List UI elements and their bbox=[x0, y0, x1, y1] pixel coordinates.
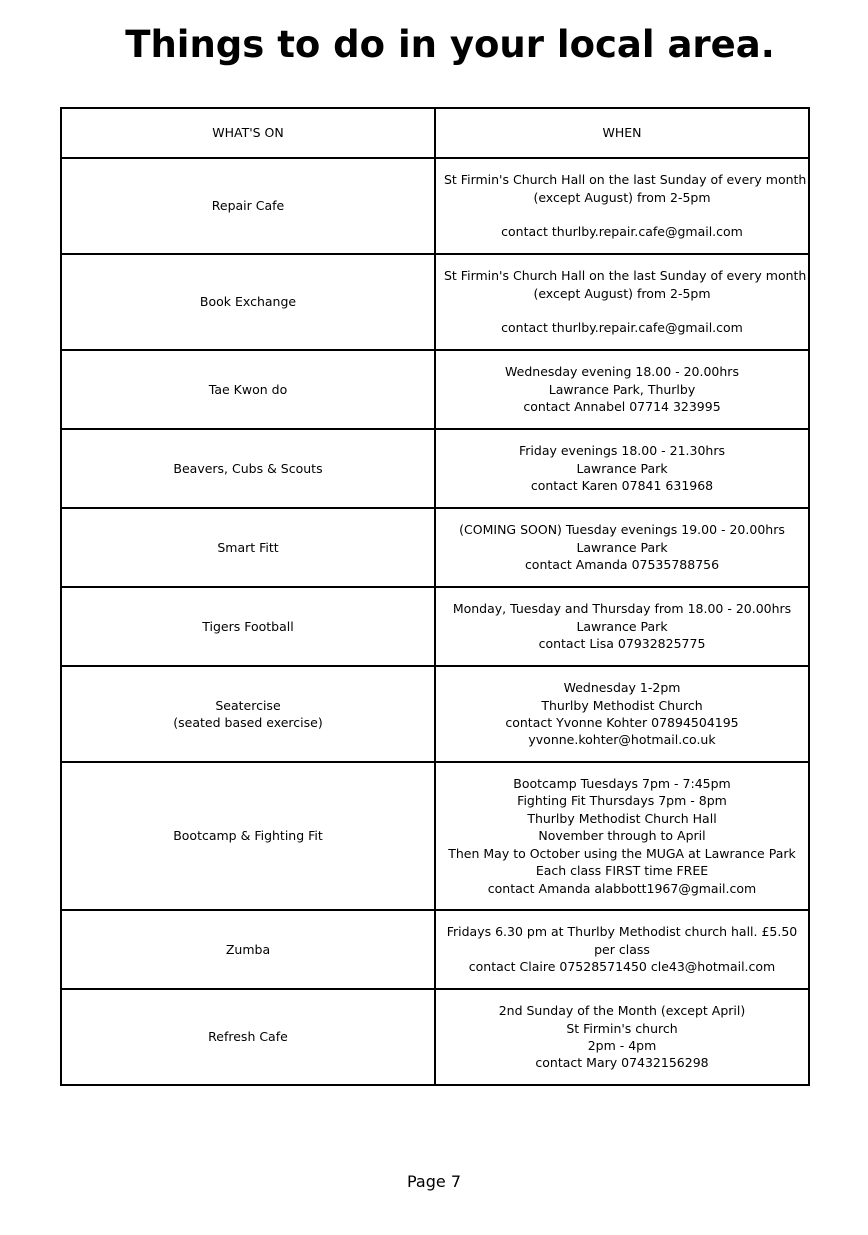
schedule-line: Each class FIRST time FREE bbox=[535, 863, 709, 879]
contact-line: yvonne.kohter@hotmail.co.uk bbox=[528, 732, 716, 748]
whats-on-cell bbox=[61, 429, 435, 508]
page-title: Things to do in your local area. bbox=[125, 23, 775, 66]
table-row bbox=[61, 350, 809, 429]
activity-name: Beavers, Cubs & Scouts bbox=[173, 460, 323, 476]
schedule-line: Thurlby Methodist Church bbox=[541, 697, 703, 713]
contact-line: contact Claire 07528571450 cle43@hotmail.com bbox=[468, 959, 776, 975]
when-cell bbox=[435, 254, 809, 350]
schedule-line: (except August) from 2-5pm bbox=[533, 285, 711, 301]
table-row bbox=[61, 158, 809, 254]
schedule-line: (COMING SOON) Tuesday evenings 19.00 - 20.00hrs bbox=[459, 522, 785, 538]
schedule-line: Lawrance Park, Thurlby bbox=[548, 381, 696, 397]
whats-on-cell bbox=[61, 989, 435, 1085]
activity-name: Tigers Football bbox=[202, 618, 294, 634]
whats-on-cell bbox=[61, 158, 435, 254]
contact-line: contact Lisa 07932825775 bbox=[538, 636, 706, 652]
schedule-line: Wednesday evening 18.00 - 20.00hrs bbox=[505, 364, 739, 380]
table-row bbox=[61, 989, 809, 1085]
schedule-line: Thurlby Methodist Church Hall bbox=[527, 810, 717, 826]
contact-line: contact Yvonne Kohter 07894504195 bbox=[505, 715, 739, 730]
when-cell bbox=[435, 587, 809, 666]
whats-on-cell bbox=[61, 254, 435, 350]
table-row bbox=[61, 508, 809, 587]
when-cell bbox=[435, 158, 809, 254]
table-row bbox=[61, 666, 809, 762]
events-table bbox=[60, 107, 810, 1086]
schedule-spacer bbox=[444, 206, 800, 223]
when-cell bbox=[435, 429, 809, 508]
schedule-line: St Firmin's Church Hall on the last Sunday of every month bbox=[444, 172, 807, 188]
whats-on-cell bbox=[61, 508, 435, 587]
activity-name: Refresh Cafe bbox=[208, 1029, 288, 1045]
when-cell bbox=[435, 910, 809, 989]
schedule-line: Fighting Fit Thursdays 7pm - 8pm bbox=[517, 793, 727, 809]
schedule-line: November through to April bbox=[538, 828, 706, 844]
activity-name: Repair Cafe bbox=[211, 198, 285, 214]
schedule-line: (except August) from 2-5pm bbox=[533, 189, 711, 205]
schedule-line: Monday, Tuesday and Thursday from 18.00 - 20.00hrs bbox=[452, 601, 792, 617]
header-when: WHEN bbox=[435, 108, 809, 158]
schedule-line: St Firmin's church bbox=[566, 1020, 678, 1036]
schedule-line: Bootcamp Tuesdays 7pm - 7:45pm bbox=[513, 776, 731, 792]
table-row bbox=[61, 429, 809, 508]
contact-line: contact Amanda 07535788756 bbox=[524, 557, 720, 573]
whats-on-cell bbox=[61, 666, 435, 762]
schedule-line: Lawrance Park bbox=[576, 618, 668, 634]
contact-line: contact Annabel 07714 323995 bbox=[523, 399, 721, 415]
whats-on-cell bbox=[61, 910, 435, 989]
when-cell bbox=[435, 762, 809, 910]
activity-name: Zumba bbox=[225, 941, 271, 957]
contact-line: contact Amanda alabbott1967@gmail.com bbox=[487, 880, 757, 896]
table-header-row bbox=[61, 108, 809, 158]
schedule-line: Lawrance Park bbox=[576, 539, 668, 555]
whats-on-cell bbox=[61, 762, 435, 910]
schedule-line: Lawrance Park bbox=[576, 460, 668, 476]
schedule-line: Friday evenings 18.00 - 21.30hrs bbox=[519, 443, 725, 459]
schedule-line: 2pm - 4pm bbox=[587, 1038, 657, 1053]
when-cell bbox=[435, 666, 809, 762]
when-cell bbox=[435, 350, 809, 429]
whats-on-cell bbox=[61, 587, 435, 666]
contact-line: contact thurlby.repair.cafe@gmail.com bbox=[501, 320, 743, 336]
table-row bbox=[61, 587, 809, 666]
contact-line: contact thurlby.repair.cafe@gmail.com bbox=[501, 224, 743, 240]
activity-name: Bootcamp & Fighting Fit bbox=[173, 828, 323, 844]
table-row bbox=[61, 762, 809, 910]
schedule-line: per class bbox=[594, 941, 650, 957]
when-cell bbox=[435, 989, 809, 1085]
table-row bbox=[61, 910, 809, 989]
table-body bbox=[61, 158, 809, 1085]
header-whats-on: WHAT'S ON bbox=[61, 108, 435, 158]
whats-on-cell bbox=[61, 350, 435, 429]
schedule-line: Fridays 6.30 pm at Thurlby Methodist church hall. £5.50 bbox=[446, 924, 798, 940]
activity-name: Seatercise bbox=[215, 697, 281, 713]
page-number: Page 7 bbox=[407, 1172, 461, 1191]
schedule-line: Then May to October using the MUGA at Lawrance Park bbox=[448, 845, 796, 861]
when-cell bbox=[435, 508, 809, 587]
activity-name: Tae Kwon do bbox=[208, 381, 288, 397]
table-row bbox=[61, 254, 809, 350]
activity-subtitle: (seated based exercise) bbox=[173, 715, 323, 730]
contact-line: contact Karen 07841 631968 bbox=[530, 478, 714, 494]
activity-name: Book Exchange bbox=[199, 294, 297, 310]
activity-name: Smart Fitt bbox=[217, 539, 279, 555]
schedule-line: Wednesday 1-2pm bbox=[563, 680, 681, 696]
contact-line: contact Mary 07432156298 bbox=[535, 1055, 709, 1071]
schedule-line: St Firmin's Church Hall on the last Sunday of every month bbox=[444, 268, 807, 284]
schedule-spacer bbox=[444, 302, 800, 319]
schedule-line: 2nd Sunday of the Month (except April) bbox=[498, 1003, 746, 1019]
